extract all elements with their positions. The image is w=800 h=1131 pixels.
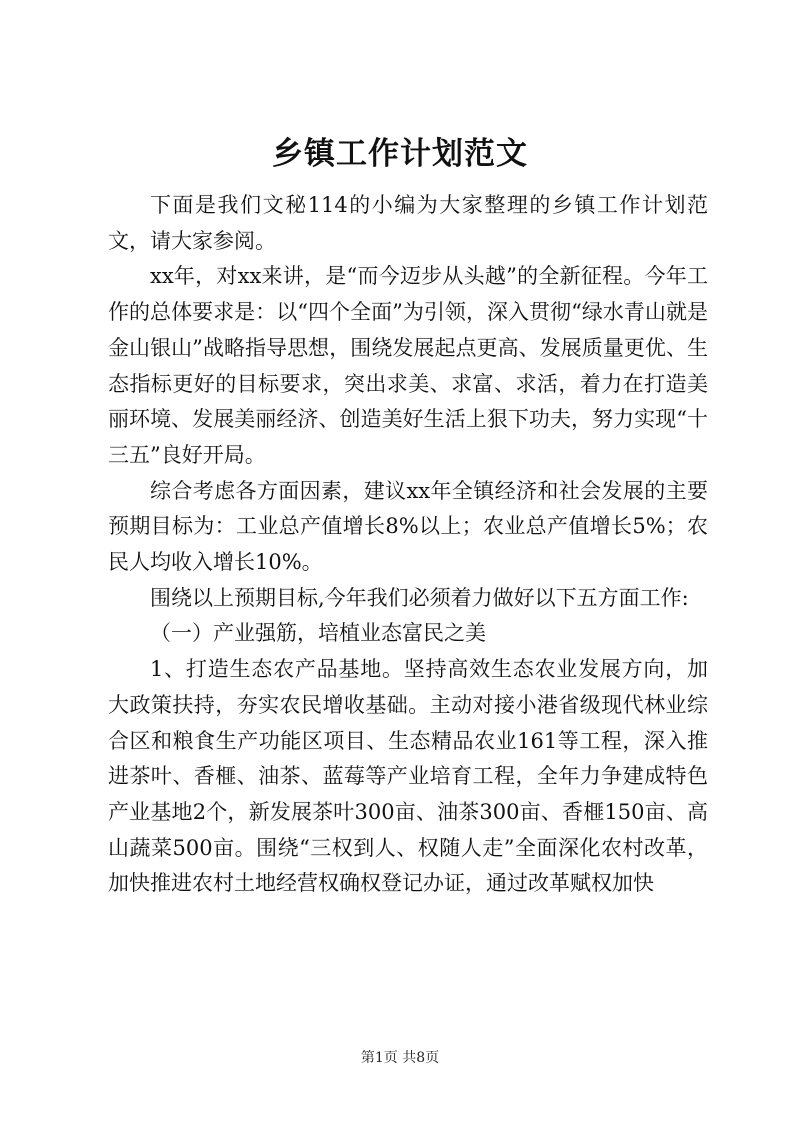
document-body <box>108 188 708 902</box>
page-footer: 第1页 共8页 <box>360 1050 440 1066</box>
document-title: 乡镇工作计划范文 <box>272 136 528 172</box>
paragraph-intro: 下面是我们文秘114的小编为大家整理的乡镇工作计划范文，请大家参阅。 <box>108 193 708 253</box>
paragraph-five-tasks: 围绕以上预期目标,今年我们必须着力做好以下五方面工作: <box>150 585 689 610</box>
paragraph-overall-requirements: xx年，对xx来讲，是“而今迈步从头越”的全新征程。今年工作的总体要求是：以“四个全面”为引领，深入贯彻“绿水青山就是金山银山”战略指导思想，围绕发展起点更高、发展质量更优、生态指标更好的目标要求，突出求美、求富、求活，着力在打造美丽环境、发展美丽经济、创造美好生活上狠下功夫，努力实现“十三五”良好开局。 <box>108 264 708 467</box>
paragraph-expected-targets: 综合考虑各方面因素，建议xx年全镇经济和社会发展的主要预期目标为：工业总产值增长8%以上；农业总产值增长5%；农民人均收入增长10%。 <box>108 478 708 575</box>
section-heading-1: （一）产业强筋，培植业态富民之美 <box>150 621 486 646</box>
paragraph-eco-agriculture: 1、打造生态农产品基地。坚持高效生态农业发展方向，加大政策扶持，夯实农民增收基础。主动对接小港省级现代林业综合区和粮食生产功能区项目、生态精品农业161等工程，深入推进茶叶、香榧、油茶、蓝莓等产业培育工程，全年力争建成特色产业基地2个，新发展茶叶300亩、油茶300亩、香榧150亩、高山蔬菜500亩。围绕“三权到人、权随人走”全面深化农村改革，加快推进农村土地经营权确权登记办证，通过改革赋权加快 <box>108 657 708 896</box>
